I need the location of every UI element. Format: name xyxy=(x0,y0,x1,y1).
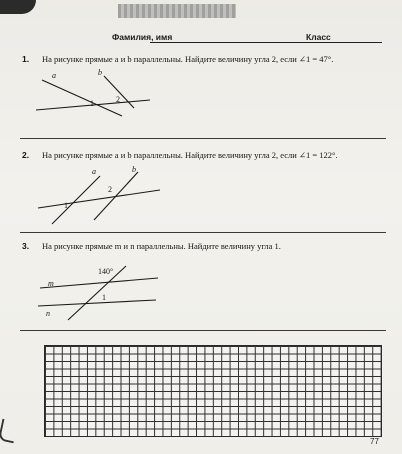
class-field-line xyxy=(332,42,382,43)
class-label: Класс xyxy=(306,32,331,42)
task-number: 3. xyxy=(22,241,30,251)
angle-2-label: 2 xyxy=(108,185,112,194)
angle-1-label: 1 xyxy=(90,99,94,108)
angle-1-label: 1 xyxy=(64,201,68,210)
label-m: m xyxy=(48,279,54,288)
label-b: b xyxy=(132,165,136,174)
line-n xyxy=(38,300,156,306)
line-m xyxy=(40,278,158,288)
label-b: b xyxy=(98,68,102,77)
divider-1 xyxy=(20,138,386,139)
page-number: 77 xyxy=(370,437,379,446)
angle-2-label: 2 xyxy=(116,95,120,104)
task-2-figure xyxy=(34,162,164,228)
task-text: На рисунке прямые m и n параллельны. Найдите величину угла 1. xyxy=(42,241,281,251)
label-a: a xyxy=(92,167,96,176)
dark-corner xyxy=(0,0,36,14)
name-label: Фамилия, имя xyxy=(112,32,173,42)
transversal xyxy=(38,190,160,208)
worksheet-header xyxy=(42,32,392,46)
label-n: n xyxy=(46,309,50,318)
angle-1-label: 1 xyxy=(102,293,106,302)
redacted-smudge xyxy=(118,4,236,18)
transversal-a xyxy=(42,80,122,116)
answer-grid xyxy=(44,345,382,437)
name-field-line xyxy=(150,42,342,43)
task-number: 1. xyxy=(22,54,30,64)
transversal xyxy=(68,266,126,320)
task-text: На рисунке прямые a и b параллельны. Найдите величину угла 2, если ∠1 = 47°. xyxy=(42,54,334,64)
task-number: 2. xyxy=(22,150,30,160)
task-1-figure xyxy=(32,66,152,126)
divider-3 xyxy=(20,330,386,331)
handwritten-mark xyxy=(0,419,18,444)
label-a: a xyxy=(52,71,56,80)
task-text: На рисунке прямые a и b параллельны. Найдите величину угла 2, если ∠1 = 122°. xyxy=(42,150,338,160)
angle-140-label: 140° xyxy=(98,267,114,276)
task-3-figure xyxy=(30,262,160,322)
divider-2 xyxy=(20,232,386,233)
